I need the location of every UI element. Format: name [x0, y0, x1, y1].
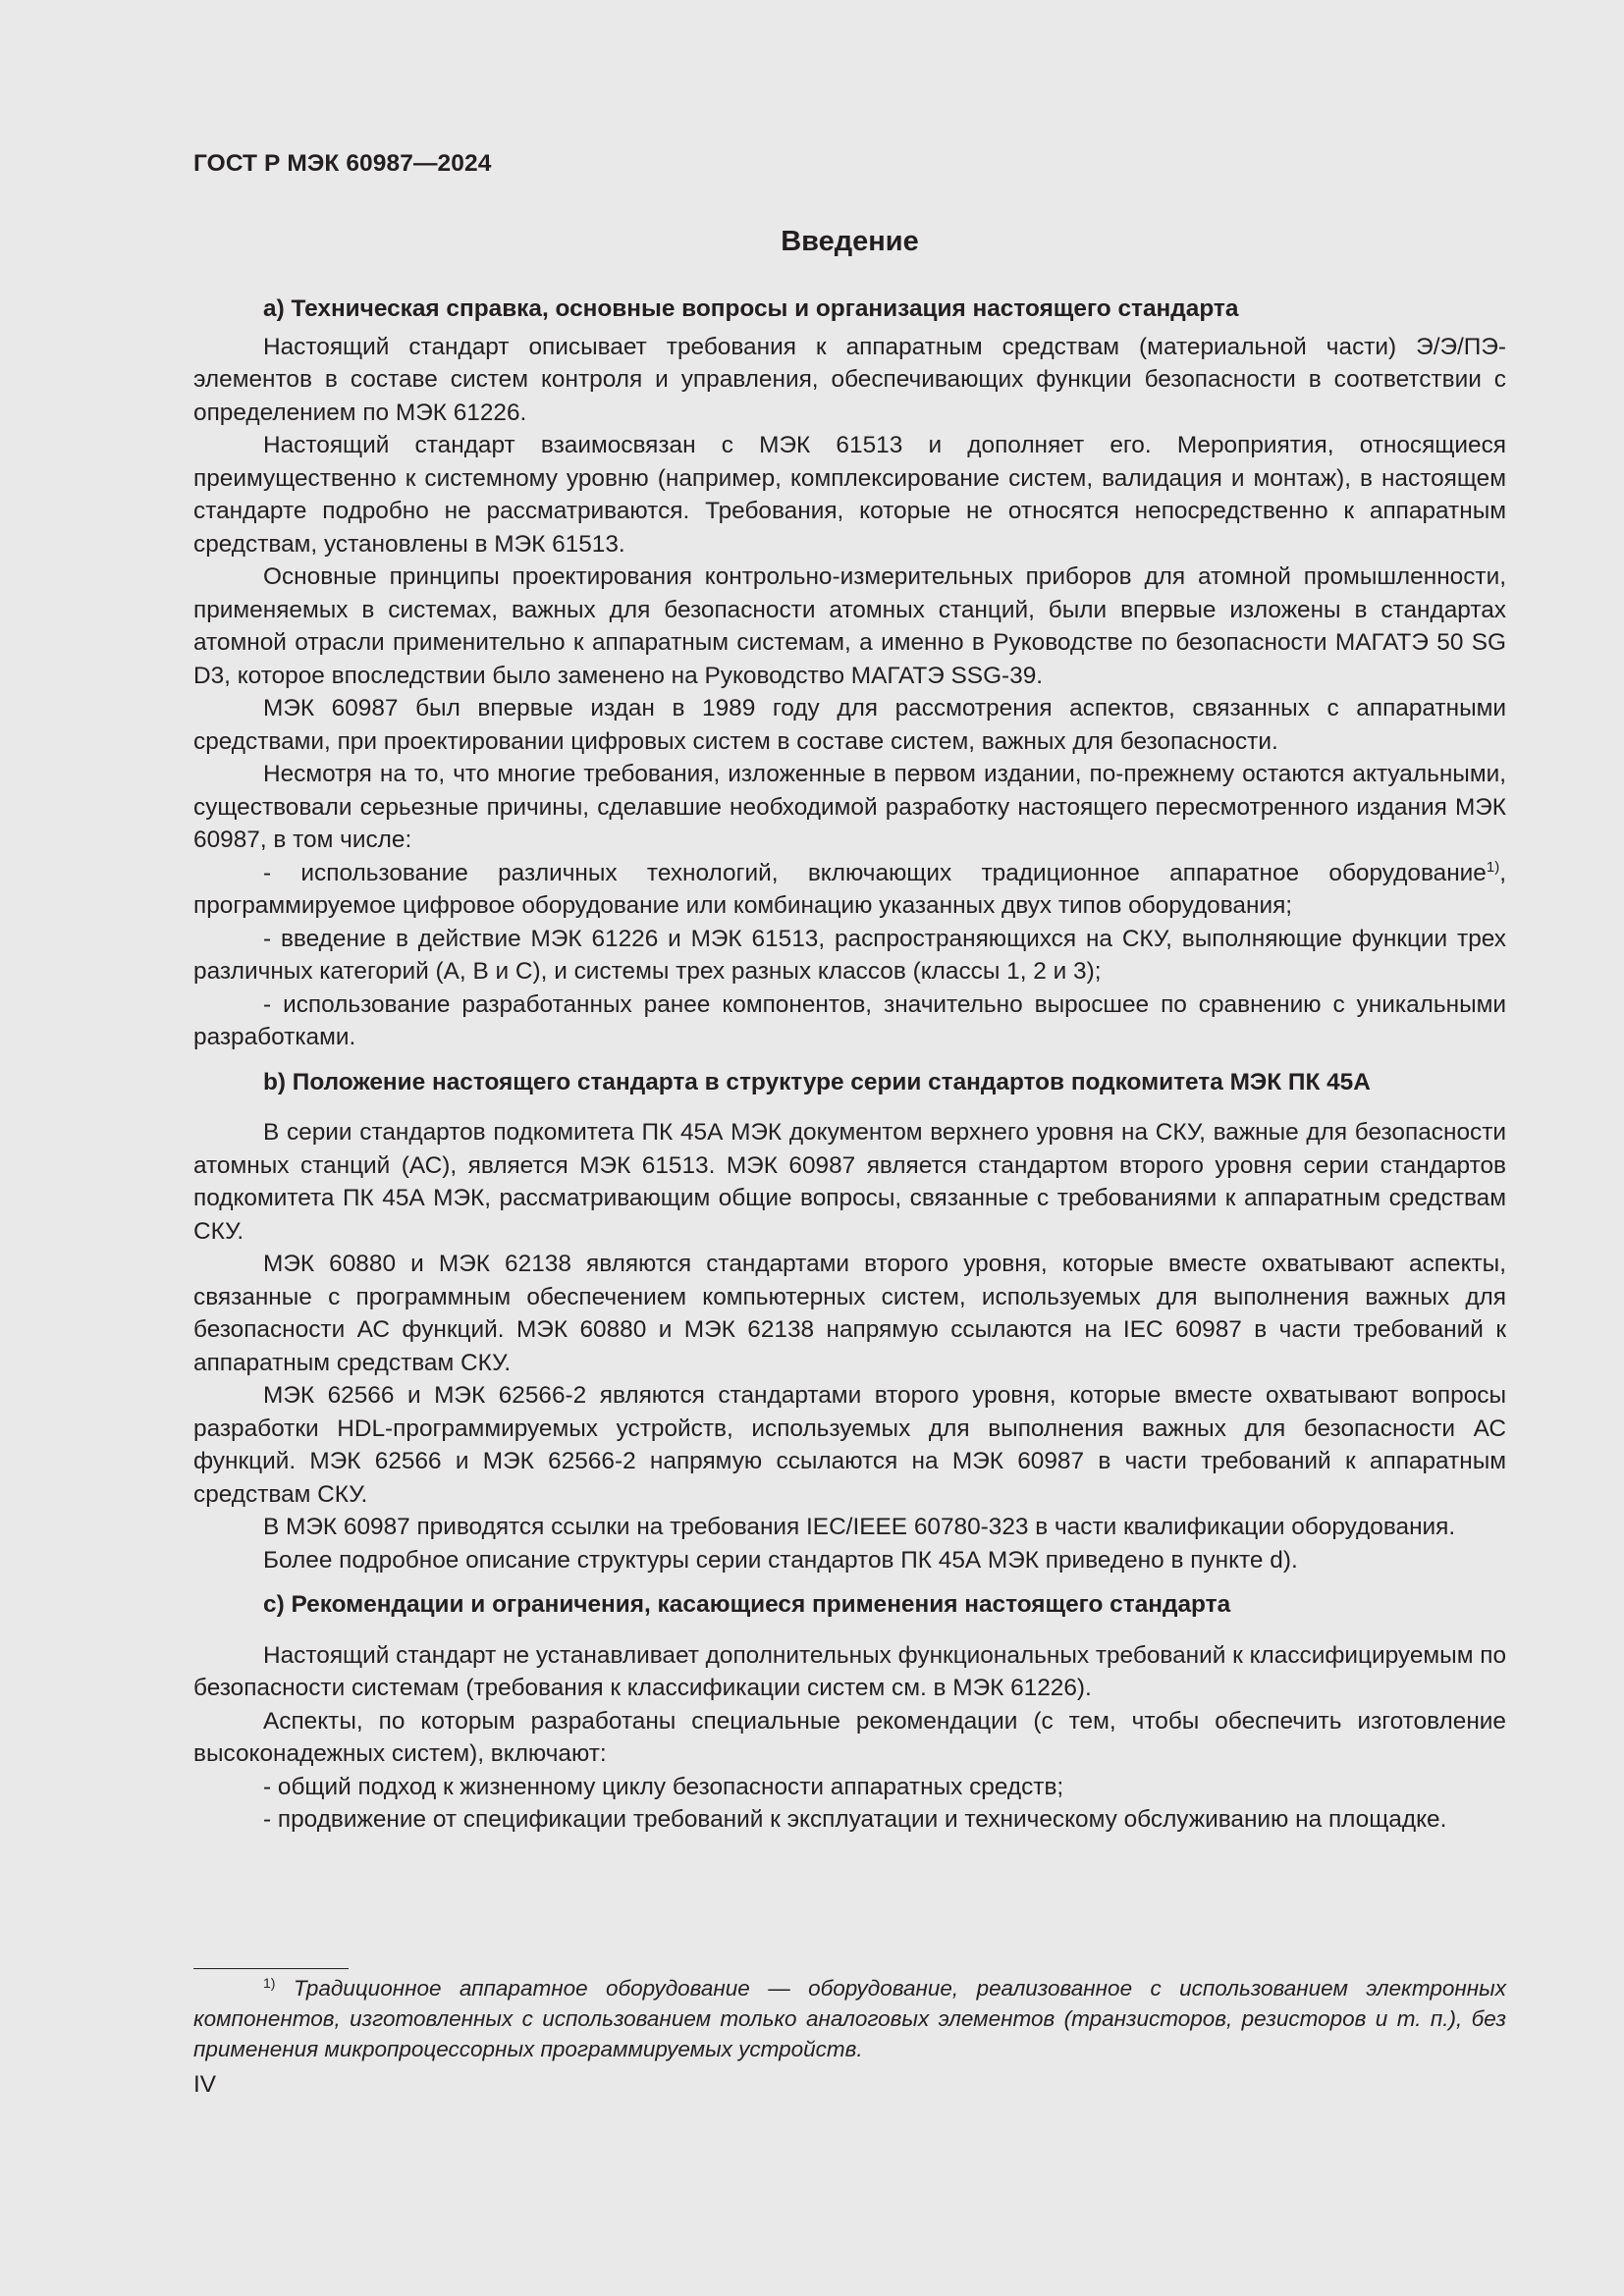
footnote-reference[interactable]: 1) — [1486, 858, 1500, 876]
paragraph: В серии стандартов подкомитета ПК 45А МЭК документом верхнего уровня на СКУ, важные для безопасности атомных станций (АС), является МЭК 61513. МЭК 60987 является стандартом второго уровня серии стандартов подкомитета ПК 45А МЭК, рассматривающим общие вопросы, связанные с требованиями к аппаратным средствам СКУ. — [193, 1119, 1506, 1245]
paragraph: Основные принципы проектирования контрольно-измерительных приборов для атомной промышленности, применяемых в системах, важных для безопасности атомных станций, были впервые изложены в стандартах атомной отрасли применительно к аппаратным системам, а именно в Руководстве по безопасности МАГАТЭ 50 SG D3, которое впоследствии было заменено на Руководство МАГАТЭ SSG-39. — [193, 563, 1506, 689]
footnote-mark: 1) — [263, 1975, 276, 1991]
paragraph: МЭК 62566 и МЭК 62566-2 являются стандартами второго уровня, которые вместе охватывают вопросы разработки HDL-программируемых устройств, используемых для выполнения важных для безопасности АС функций. МЭК 62566 и МЭК 62566-2 напрямую ссылаются на МЭК 60987 в части требований к аппаратным средствам СКУ. — [193, 1382, 1506, 1508]
list-item: - продвижение от спецификации требований к эксплуатации и техническому обслуживанию на площадке. — [263, 1806, 1447, 1833]
body-text — [193, 293, 1506, 1837]
section-c — [193, 1588, 1506, 1837]
page-title: Введение — [781, 226, 919, 257]
footnote-divider — [193, 1968, 349, 1969]
paragraph: МЭК 60987 был впервые издан в 1989 году для рассмотрения аспектов, связанных с аппаратными средствами, при проектировании цифровых систем в составе систем, важных для безопасности. — [193, 695, 1506, 755]
footnote-text: Традиционное аппаратное оборудование — оборудование, реализованное с использованием электронных компонентов, изготовленных с использованием только аналоговых элементов (транзисторов, резисторов и т. п.), без применения микропроцессорных программируемых устройств. — [193, 1976, 1506, 2061]
paragraph: Несмотря на то, что многие требования, изложенные в первом издании, по-прежнему остаются актуальными, существовали серьезные причины, сделавшие необходимой разработку настоящего пересмотренного издания МЭК 60987, в том числе: — [193, 761, 1506, 853]
list-item: - использование разработанных ранее компонентов, значительно выросшее по сравнению с уникальными разработками. — [193, 990, 1506, 1050]
list-item-text-continued: , программируемое цифровое оборудование или комбинацию указанных двух типов оборудования; — [193, 859, 1506, 919]
list-item — [193, 857, 1506, 923]
list-item: - общий подход к жизненному циклу безопасности аппаратных средств; — [263, 1773, 1064, 1800]
footnote — [193, 1973, 1506, 2064]
paragraph: МЭК 60880 и МЭК 62138 являются стандартами второго уровня, которые вместе охватывают аспекты, связанные с программным обеспечением компьютерных систем, используемых для выполнения важных для безопасности АС функций. МЭК 60880 и МЭК 62138 напрямую ссылаются на IEC 60987 в части требований к аппаратным средствам СКУ. — [193, 1251, 1506, 1376]
document-code-header: ГОСТ Р МЭК 60987—2024 — [193, 150, 492, 177]
paragraph: Настоящий стандарт не устанавливает дополнительных функциональных требований к классифицируемым по безопасности системам (требования к классификации систем см. в МЭК 61226). — [193, 1641, 1507, 1701]
list-item: - введение в действие МЭК 61226 и МЭК 61513, распространяющихся на СКУ, выполняющие функции трех различных категорий (А, В и С), и системы трех разных классов (классы 1, 2 и 3); — [193, 925, 1506, 985]
section-a — [193, 293, 1506, 1054]
section-heading-c: c) Рекомендации и ограничения, касающиеся применения настоящего стандарта — [263, 1591, 1231, 1618]
paragraph: Более подробное описание структуры серии стандартов ПК 45А МЭК приведено в пункте d). — [263, 1546, 1298, 1574]
paragraph: Аспекты, по которым разработаны специальные рекомендации (с тем, чтобы обеспечить изготовление высоконадежных систем), включают: — [193, 1707, 1506, 1767]
page-number: IV — [193, 2071, 217, 2098]
paragraph: Настоящий стандарт описывает требования к аппаратным средствам (материальной части) Э/Э/ПЭ-элементов в составе систем контроля и управления, обеспечивающих функции безопасности в соответствии с определением по МЭК 61226. — [193, 333, 1506, 426]
section-heading-b: b) Положение настоящего стандарта в структуре серии стандартов подкомитета МЭК ПК 45А — [263, 1068, 1371, 1095]
list-item-text: - использование различных технологий, включающих традиционное аппаратное оборудование — [263, 859, 1487, 886]
paragraph: В МЭК 60987 приводятся ссылки на требования IEC/IEEE 60780-323 в части квалификации оборудования. — [263, 1514, 1456, 1540]
paragraph: Настоящий стандарт взаимосвязан с МЭК 61513 и дополняет его. Мероприятия, относящиеся преимущественно к системному уровню (например, комплексирование систем, валидация и монтаж), в настоящем стандарте подробно не рассматриваются. Требования, которые не относятся непосредственно к аппаратным средствам, установлены в МЭК 61513. — [193, 432, 1506, 558]
section-b — [193, 1066, 1506, 1577]
section-heading-a: a) Техническая справка, основные вопросы и организация настоящего стандарта — [263, 295, 1239, 322]
